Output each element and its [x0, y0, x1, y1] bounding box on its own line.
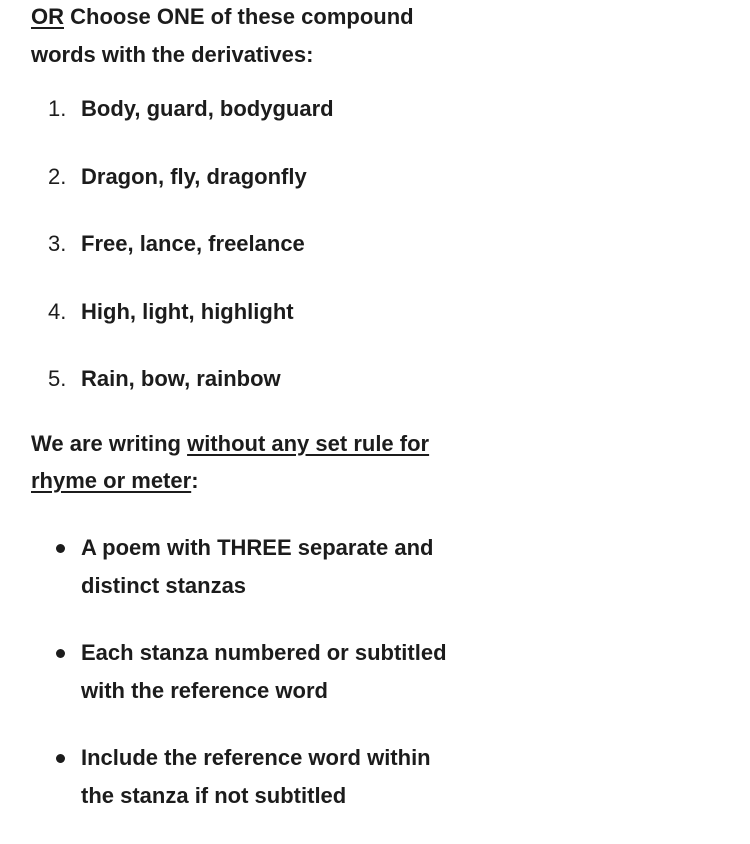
- rules-prefix: We are writing: [31, 430, 188, 456]
- bullet-icon: [56, 649, 65, 658]
- list-item: [31, 293, 451, 330]
- list-item: [31, 90, 451, 127]
- list-item-text: Include the reference word within the stanza if not subtitled: [81, 744, 431, 808]
- list-item-text: Each stanza numbered or subtitled with the reference word: [81, 639, 447, 703]
- document-body: [31, 0, 451, 844]
- list-item: [31, 158, 451, 195]
- compound-word-list: [31, 90, 451, 397]
- list-item-text: Free, lance, freelance: [81, 231, 305, 256]
- list-item-text: Dragon, fly, dragonfly: [81, 163, 307, 189]
- list-number: 3.: [48, 231, 67, 256]
- list-item-text: Rain, bow, rainbow: [81, 366, 281, 391]
- list-item: [31, 634, 451, 710]
- list-item: [31, 225, 451, 262]
- list-item: [31, 739, 451, 815]
- list-number: 2.: [48, 163, 67, 189]
- list-number: 1.: [48, 96, 67, 121]
- list-number: 4.: [48, 298, 67, 324]
- rules-underlined: without any set rule for rhyme or meter: [31, 430, 430, 493]
- list-item-text: High, light, highlight: [81, 298, 294, 324]
- intro-text: Choose ONE of these compound words with the derivatives:: [31, 4, 414, 67]
- bullet-icon: [56, 544, 65, 553]
- bullet-icon: [56, 754, 65, 763]
- or-label: OR: [31, 4, 64, 29]
- rules-paragraph: [31, 425, 451, 500]
- requirements-list: [31, 529, 451, 815]
- list-item-text: Body, guard, bodyguard: [81, 96, 334, 121]
- list-number: 5.: [48, 366, 67, 391]
- list-item-text: A poem with THREE separate and distinct stanzas: [81, 534, 434, 598]
- list-item: [31, 529, 451, 605]
- rules-suffix: :: [191, 468, 199, 493]
- intro-paragraph: [31, 0, 451, 73]
- list-item: [31, 360, 451, 397]
